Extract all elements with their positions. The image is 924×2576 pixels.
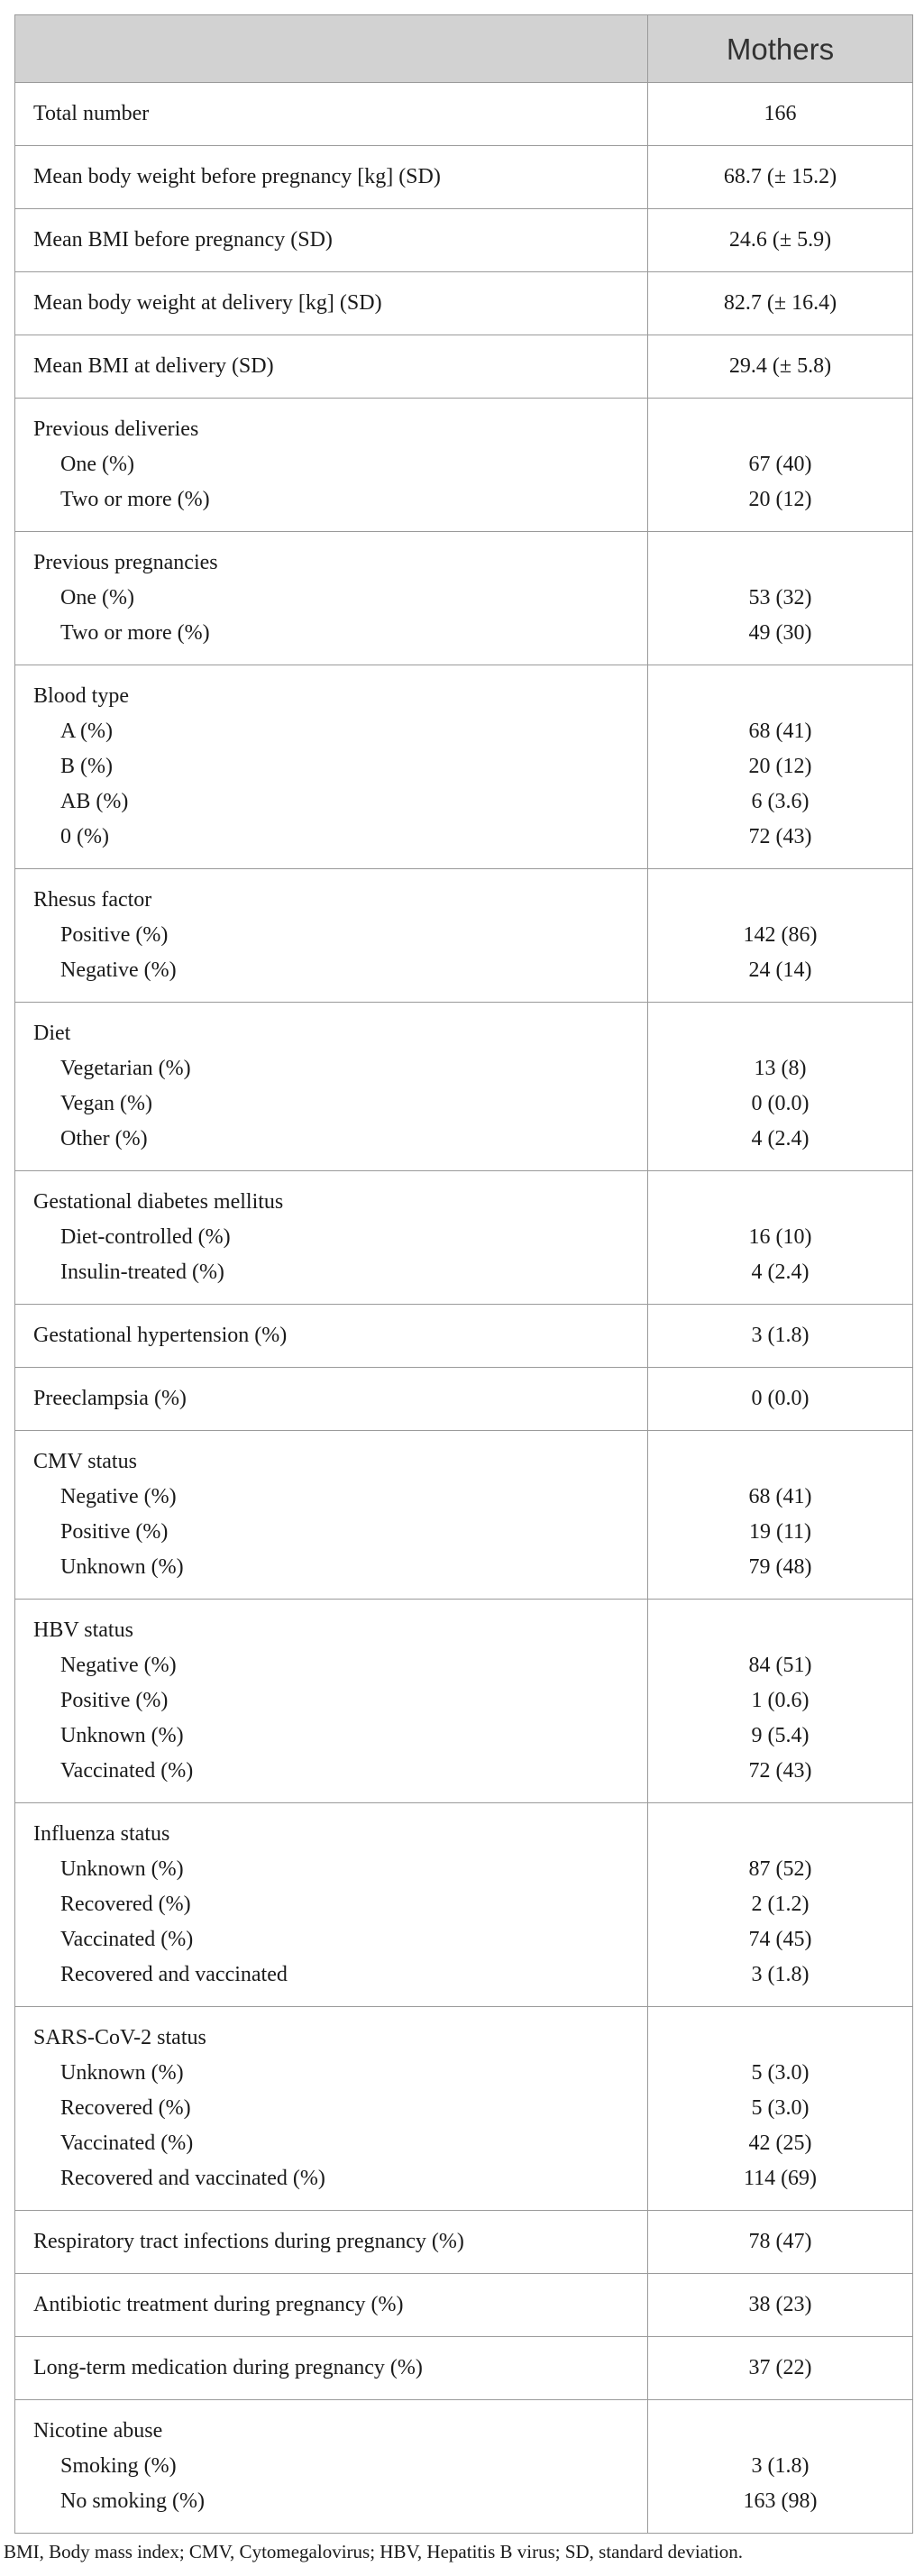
table-row [15,2337,913,2400]
group-title: SARS-CoV-2 status [33,2026,206,2049]
header-mothers-cell: Mothers [648,15,913,83]
sub-row-label: Recovered and vaccinated (%) [60,2167,325,2190]
group-title: Rhesus factor [33,888,152,912]
group-title: Gestational diabetes mellitus [33,1190,284,1214]
sub-row-value: 13 (8) [754,1057,807,1080]
table-footnote: BMI, Body mass index; CMV, Cytomegalovirus; HBV, Hepatitis B virus; SD, standard deviation. [4,2541,743,2562]
sub-row-value: 20 (12) [748,755,812,778]
table-row [15,869,913,1003]
group-title: Previous pregnancies [33,551,218,574]
row-value-cell [648,83,913,146]
value-spacer [657,545,903,581]
row-value-cell [648,1171,913,1305]
sub-row-value: 19 (11) [748,1520,812,1544]
header-label-cell [15,15,648,83]
sub-row-value: 114 (69) [743,2167,818,2190]
sub-row-label: Smoking (%) [60,2454,177,2478]
sub-row-value: 79 (48) [748,1555,812,1579]
maternal-characteristics-table [14,14,913,2534]
sub-row-value: 87 (52) [748,1857,812,1881]
row-label-cell [15,1431,648,1600]
row-value-cell [648,665,913,869]
row-value-cell [648,1600,913,1803]
sub-row-value: 68 (41) [748,720,812,743]
table-row [15,1171,913,1305]
table-row [15,209,913,272]
row-label: Respiratory tract infections during pregnancy (%) [33,2230,464,2253]
row-label-cell [15,83,648,146]
sub-row-value: 3 (1.8) [751,2454,810,2478]
row-value-cell [648,209,913,272]
sub-row-label: Negative (%) [60,1485,177,1508]
row-value-cell [648,1003,913,1171]
value-spacer [657,1613,903,1648]
row-value: 29.4 (± 5.8) [728,354,832,378]
table-row [15,83,913,146]
sub-row-value: 53 (32) [748,586,812,610]
row-label-cell [15,146,648,209]
row-value-cell [648,146,913,209]
row-value: 166 [764,102,797,125]
row-value: 37 (22) [748,2356,812,2379]
row-value-cell [648,2211,913,2274]
row-label-cell [15,2007,648,2211]
sub-row-label: Diet-controlled (%) [60,1225,231,1249]
table-row [15,1431,913,1600]
table-row [15,1305,913,1368]
row-label: Mean BMI at delivery (SD) [33,354,274,378]
row-label: Antibiotic treatment during pregnancy (%) [33,2293,404,2316]
row-label-cell [15,869,648,1003]
group-title: Blood type [33,684,129,708]
table-row [15,2211,913,2274]
row-label-cell [15,272,648,335]
value-spacer [657,412,903,447]
sub-row-label: Unknown (%) [60,2061,184,2085]
row-value: 0 (0.0) [751,1387,810,1410]
sub-row-label: Unknown (%) [60,1724,184,1747]
row-value-cell [648,1431,913,1600]
sub-row-label: Vegan (%) [60,1092,152,1115]
sub-row-label: One (%) [60,453,134,476]
row-value-cell [648,2007,913,2211]
row-label-cell [15,399,648,532]
table-row [15,1368,913,1431]
value-spacer [657,679,903,714]
row-label: Preeclampsia (%) [33,1387,187,1410]
table-row [15,272,913,335]
sub-row-label: Two or more (%) [60,488,210,511]
table-row [15,665,913,869]
sub-row-label: Positive (%) [60,1689,169,1712]
sub-row-label: Two or more (%) [60,621,210,645]
row-label: Total number [33,102,150,125]
sub-row-label: AB (%) [60,790,129,813]
sub-row-label: A (%) [60,720,113,743]
row-value: 38 (23) [748,2293,812,2316]
row-label-cell [15,335,648,399]
sub-row-value: 67 (40) [748,453,812,476]
group-title: Previous deliveries [33,417,199,441]
sub-row-value: 0 (0.0) [751,1092,810,1115]
table-row [15,2007,913,2211]
row-label: Mean body weight before pregnancy [kg] (SD) [33,165,441,188]
sub-row-label: Negative (%) [60,958,177,982]
row-value: 78 (47) [748,2230,812,2253]
row-value: 3 (1.8) [751,1324,810,1347]
group-title: Nicotine abuse [33,2419,163,2443]
sub-row-label: Recovered and vaccinated [60,1963,288,1986]
table-row [15,2400,913,2534]
value-spacer [657,2021,903,2056]
sub-row-label: 0 (%) [60,825,109,848]
row-label-cell [15,1368,648,1431]
row-value: 24.6 (± 5.9) [728,228,832,252]
group-title: CMV status [33,1450,137,1473]
row-label-cell [15,1600,648,1803]
sub-row-label: Vegetarian (%) [60,1057,191,1080]
sub-row-label: Insulin-treated (%) [60,1260,224,1284]
sub-row-label: Vaccinated (%) [60,1928,194,1951]
sub-row-value: 142 (86) [743,923,818,947]
row-label: Long-term medication during pregnancy (%) [33,2356,423,2379]
group-title: HBV status [33,1618,133,1642]
table-row [15,399,913,532]
sub-row-value: 74 (45) [748,1928,812,1951]
sub-row-value: 4 (2.4) [751,1260,810,1284]
sub-row-label: Unknown (%) [60,1555,184,1579]
row-value-cell [648,1368,913,1431]
row-value-cell [648,2274,913,2337]
row-label-cell [15,209,648,272]
sub-row-label: Vaccinated (%) [60,1759,194,1783]
sub-row-value: 163 (98) [743,2489,818,2513]
row-label-cell [15,532,648,665]
sub-row-value: 2 (1.2) [751,1893,810,1916]
row-value-cell [648,532,913,665]
row-label-cell [15,1305,648,1368]
sub-row-value: 3 (1.8) [751,1963,810,1986]
sub-row-label: Vaccinated (%) [60,2131,194,2155]
table-row [15,532,913,665]
row-label: Mean BMI before pregnancy (SD) [33,228,333,252]
sub-row-label: Positive (%) [60,1520,169,1544]
characteristics-table-container [14,14,912,2534]
row-value-cell [648,869,913,1003]
sub-row-label: No smoking (%) [60,2489,205,2513]
row-value-cell [648,2400,913,2534]
row-value-cell [648,2337,913,2400]
row-label: Gestational hypertension (%) [33,1324,288,1347]
value-spacer [657,1016,903,1051]
row-label-cell [15,1803,648,2007]
value-spacer [657,1817,903,1852]
sub-row-value: 72 (43) [748,825,812,848]
sub-row-label: Recovered (%) [60,2096,191,2120]
sub-row-value: 20 (12) [748,488,812,511]
sub-row-value: 16 (10) [748,1225,812,1249]
row-value-cell [648,272,913,335]
row-label-cell [15,2400,648,2534]
row-label-cell [15,2211,648,2274]
sub-row-label: Negative (%) [60,1654,177,1677]
row-label-cell [15,665,648,869]
group-title: Diet [33,1022,71,1045]
row-label-cell [15,2274,648,2337]
sub-row-label: Other (%) [60,1127,148,1150]
value-spacer [657,1185,903,1220]
row-value: 68.7 (± 15.2) [723,165,837,188]
table-row [15,146,913,209]
table-row [15,335,913,399]
row-value-cell [648,335,913,399]
sub-row-value: 49 (30) [748,621,812,645]
table-row [15,1003,913,1171]
row-label-cell [15,2337,648,2400]
value-spacer [657,883,903,918]
table-row [15,2274,913,2337]
sub-row-label: One (%) [60,586,134,610]
table-row [15,1803,913,2007]
table-header-row [15,15,913,83]
sub-row-value: 1 (0.6) [751,1689,810,1712]
table-body [15,83,913,2534]
row-value: 82.7 (± 16.4) [723,291,837,315]
sub-row-value: 6 (3.6) [751,790,810,813]
sub-row-label: B (%) [60,755,113,778]
sub-row-value: 4 (2.4) [751,1127,810,1150]
row-label-cell [15,1003,648,1171]
row-value-cell [648,1305,913,1368]
sub-row-value: 42 (25) [748,2131,812,2155]
sub-row-value: 84 (51) [748,1654,812,1677]
sub-row-value: 5 (3.0) [751,2061,810,2085]
sub-row-value: 24 (14) [748,958,812,982]
row-value-cell [648,399,913,532]
sub-row-value: 72 (43) [748,1759,812,1783]
sub-row-label: Unknown (%) [60,1857,184,1881]
sub-row-value: 9 (5.4) [751,1724,810,1747]
value-spacer [657,1444,903,1480]
row-value-cell [648,1803,913,2007]
sub-row-label: Recovered (%) [60,1893,191,1916]
sub-row-label: Positive (%) [60,923,169,947]
value-spacer [657,2414,903,2449]
sub-row-value: 68 (41) [748,1485,812,1508]
table-row [15,1600,913,1803]
group-title: Influenza status [33,1822,170,1846]
row-label-cell [15,1171,648,1305]
row-label: Mean body weight at delivery [kg] (SD) [33,291,382,315]
sub-row-value: 5 (3.0) [751,2096,810,2120]
